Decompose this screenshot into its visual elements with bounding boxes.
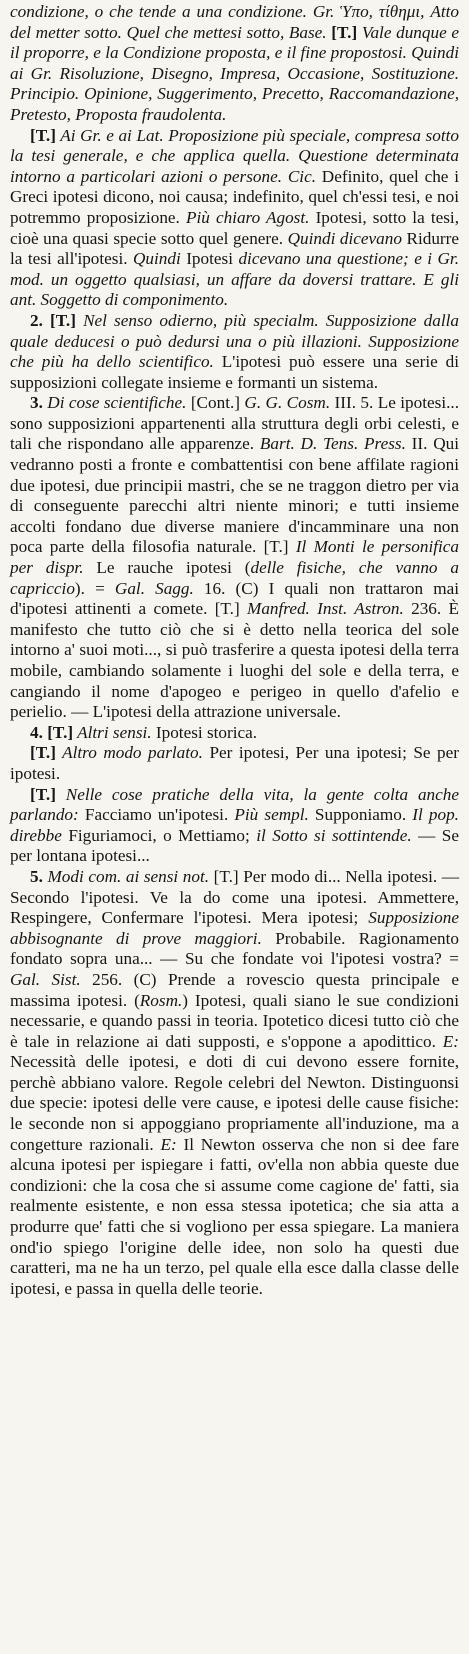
text-run: Il Newton osserva che non si dee fare alcuna ipotesi per ispiegare i fatti, ov'ella non abbia queste due condizioni: che la cosa che si assume come cagione de' fatti, sia realmente esistente, e non essa stessa ipotetica; che sia atta a produrre que' fatti che si vogliono per essa spiegare. La maniera ond'io spiego l'origine delle idee, non solo ha questi due caratteri, ma ne ha un terzo, pel quale ella esce dalla classe delle ipotesi, e passa in quella delle teorie. [10, 1134, 459, 1298]
italic-text-run: Di cose scientifiche. [42, 393, 187, 413]
italic-text-run: Il Monti le personifica per dispr. [10, 537, 459, 578]
sense-4-other [10, 723, 459, 744]
italic-text-run: Bart. D. Tens. Press. [259, 434, 406, 454]
label-text-run: 4. [30, 722, 43, 742]
italic-text-run: Quindi dicevano [287, 228, 402, 248]
italic-text-run: Quindi [133, 249, 181, 269]
italic-text-run: Supposizione abbisognante di prove maggiori. [10, 908, 459, 948]
label-text-run: [T.] [47, 722, 74, 742]
label-text-run: 3. [30, 393, 43, 413]
italic-text-run: Altri sensi. [73, 722, 152, 742]
text-run: Ridurre la tesi all'ipotesi. [10, 228, 459, 269]
text-run: L'ipotesi può essere una serie di supposizioni collegate insieme e formanti un sistema. [10, 352, 459, 392]
italic-text-run: Vale dunque e il proporre, e la Condizione proposta, e il fine propostosi. Quindi ai Gr. Risoluzione, Disegno, Impresa, Occasione, Sostituzione. Principio. Opinione, Suggerimento, Precetto, Raccomandazione, Pretesto, Proposta fraudolenta. [10, 22, 459, 124]
text-run: Le rauche ipotesi ( [83, 558, 251, 578]
text-run: Facciamo un'ipotesi. [78, 805, 235, 825]
text-run: ) Ipotesi, quali siano le sue condizioni necessarie, e quando passi in teoria. Ipotetico dicesi tutto ciò che è tale in relazione ai dati supposti, e s'oppone a apodittico. [10, 990, 459, 1051]
text-run: [T.] Per modo di... Nella ipotesi. — Secondo l'ipotesi. Ve la do come una ipotesi. Ammettere, Respingere, Confermare l'ipotesi. Mera ipotesi; [10, 866, 460, 928]
text-run: II. Qui vedranno posti a fronte e combattentisi con bene affilate ragioni due ipotesi, due principii mastri, che se ne traggon dietro per via di conseguente parecchi altri niente minori; e tutti insieme accolti fondano due diverse maniere d'incamminare una non poca parte della filosofia naturale. [T.] [10, 434, 460, 557]
italic-text-run: E: [442, 1031, 459, 1051]
text-run [43, 311, 50, 330]
italic-text-run: Gal. Sagg. [114, 578, 194, 598]
italic-text-run: Più chiaro Agost. [185, 207, 310, 227]
text-run: Ipotesi [180, 249, 239, 269]
italic-text-run: Nel senso odierno, più specialm. Supposizione dalla quale deducesi o può dedursi una o più illazioni. Supposizione che più ha dello scientifico. [10, 310, 459, 372]
label-text-run: 2. [30, 310, 43, 330]
text-run: Definito, quel che i Greci ipotesi dicono, noi causa; indefinito, quel ch'essi tesi, e noi potremmo proposizione. [10, 166, 459, 227]
label-text-run: [T.] [50, 310, 76, 330]
text-run: Ipotesi, sotto la tesi, cioè una quasi specie sotto quel genere. [10, 207, 459, 248]
italic-text-run: Più sempl. [234, 805, 309, 825]
text-run: Supponiamo. [308, 805, 413, 825]
italic-text-run: G. G. Cosm. [244, 393, 331, 413]
text-run: Probabile. Ragionamento fondato sopra una... — Su che fondate voi l'ipotesi vostra? = [10, 928, 459, 969]
sense-4-practical-life [10, 785, 459, 867]
italic-text-run: dicevano una questione; e i Gr. mod. un oggetto qualsiasi, un affare da doversi trattare. E gli ant. Soggetto di componimento. [10, 249, 459, 310]
italic-text-run: Nelle cose pratiche della vita, la gente colta anche parlando: [10, 784, 459, 825]
italic-text-run: Manfred. Inst. Astron. [247, 599, 404, 619]
label-text-run: [T.] [30, 743, 56, 763]
italic-text-run: Altro modo parlato. [55, 743, 203, 763]
text-run: — Se per lontana ipotesi... [10, 825, 459, 866]
italic-text-run: condizione, o che tende a una condizione. Gr. Ὑπο, τίθημι, Atto del metter sotto. Quel che mettesi sotto, Base. [10, 2, 459, 42]
text-run: Figuriamoci, o Mettiamo; [61, 825, 257, 845]
label-text-run: [T.] [331, 22, 358, 42]
italic-text-run: Modi com. ai sensi not. [42, 866, 210, 886]
italic-text-run: il Sotto si sottintende. [256, 825, 412, 845]
italic-text-run: Il pop. direbbe [10, 805, 459, 845]
text-run: 16. (C) I quali non trattaron mai d'ipotesi attinenti a comete. [T.] [10, 578, 459, 619]
label-text-run: 5. [30, 866, 43, 886]
italic-text-run: Rosm. [139, 990, 183, 1010]
text-run: 236. È manifesto che tutto ciò che si è detto nella teorica del sole intorno a' suoi moti..., si può trasferire a questa ipotesi della terra mobile, cambiando solamente i luoghi del sole e della terra, e cangiando il nome d'apogeo e perigeo in quello d'afelio e perielio. — L'ipotesi della attrazione universale. [10, 599, 460, 722]
text-run: III. 5. Le ipotesi... sono supposizioni appartenenti alla struttura degli orbi celesti, e tali che rispondano alle apparenze. [10, 393, 459, 454]
sense-2-modern [10, 311, 459, 393]
italic-text-run: E: [160, 1134, 177, 1154]
text-run: Per ipotesi, Per una ipotesi; Se per ipotesi. [10, 743, 459, 783]
label-text-run: [T.] [30, 125, 56, 145]
italic-text-run: delle fisiche, che vanno a capriccio [10, 558, 459, 598]
italic-text-run: Ai Gr. e ai Lat. Proposizione più speciale, compresa sotto la tesi generale, e che applica quella. Questione determinata intorno a particolari azioni o persone. Cic. [10, 125, 459, 186]
text-run: Ipotesi storica. [151, 722, 258, 742]
sense-4-spoken-mode [10, 743, 459, 784]
text-run: [Cont.] [186, 393, 245, 413]
label-text-run: [T.] [30, 784, 56, 804]
text-run: Necessità delle ipotesi, e doti di cui devono essere fornite, perchè abbiano valore. Regole celebri del Newton. Distinguonsi due specie: ipotesi delle vere cause, e ipotesi delle cause fisiche: le seconde non si appoggiano propriamente all'induzione, ma a congetture razionali. [10, 1052, 459, 1154]
sense-5-common-phrases [10, 867, 459, 1299]
text-run: 256. (C) Prende a rovescio questa principale e massima ipotesi. ( [10, 969, 459, 1010]
sense-3-scientific [10, 393, 459, 723]
sense-1-greek-latin [10, 126, 459, 311]
italic-text-run: Gal. Sist. [10, 969, 81, 989]
text-run: ). = [74, 578, 115, 598]
entry-continuation [10, 2, 459, 126]
